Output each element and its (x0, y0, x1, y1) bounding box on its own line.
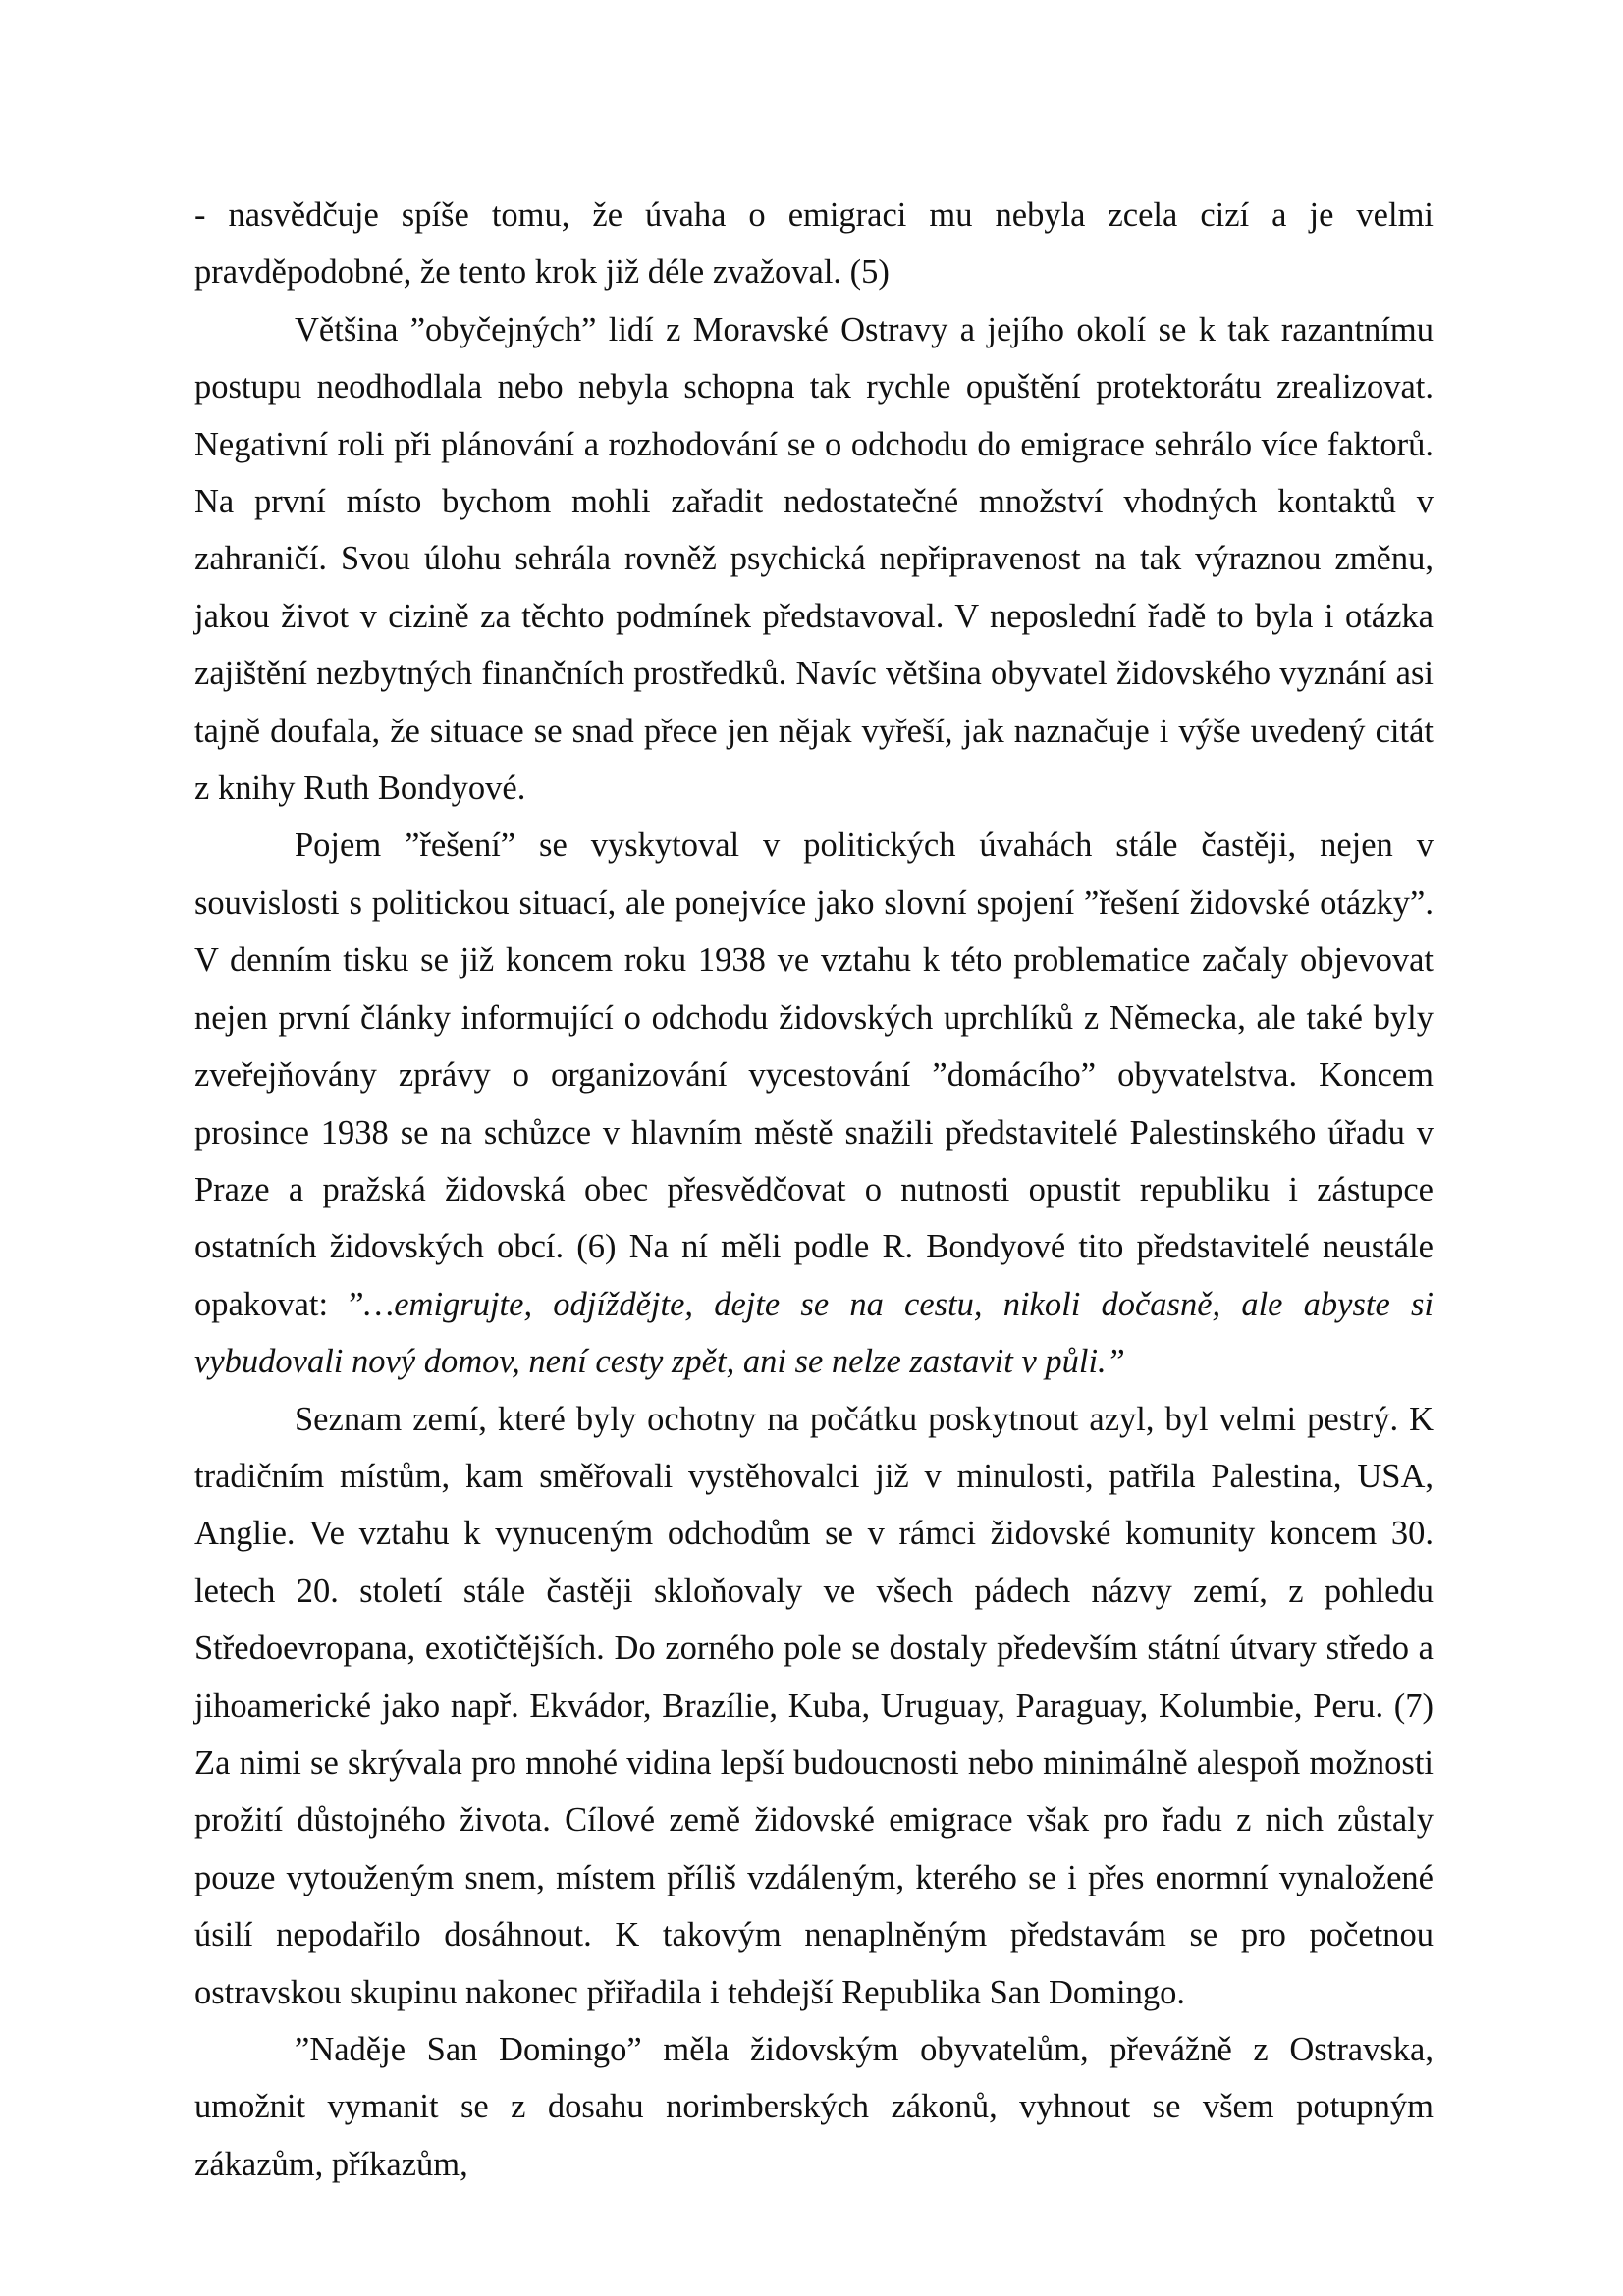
paragraph-text: - nasvědčuje spíše tomu, že úvaha o emigraci mu nebyla zcela cizí a je velmi pravděpodobné, že tento krok již déle zvažoval. (5) (194, 196, 1434, 292)
paragraph-1 (194, 187, 1434, 301)
paragraph-text: ”Naděje San Domingo” měla židovským obyvatelům, převážně z Ostravska, umožnit vymanit se z dosahu norimberských zákonů, vyhnout se všem potupným zákazům, příkazům, (194, 2031, 1434, 2183)
document-page (194, 187, 1434, 2193)
quotation-italic: …emigrujte, odjíždějte, dejte se na cestu, nikoli dočasně, ale abyste si vybudovali nový domov, není cesty zpět, ani se nelze zastavit v půli.” (194, 1285, 1434, 1381)
paragraph-2 (194, 301, 1434, 818)
paragraph-3 (194, 817, 1434, 1390)
paragraph-text: Pojem ”řešení” se vyskytoval v politických úvahách stále častěji, nejen v souvislosti s politickou situací, ale ponejvíce jako slovní spojení ”řešení židovské otázky”. V denním tisku se již koncem roku 1938 ve vztahu k této problematice začaly objevovat nejen první články informující o odchodu židovských uprchlíků z Německa, ale také byly zveřejňovány zprávy o organizování vycestování ”domácího” obyvatelstva. Koncem prosince 1938 se na schůzce v hlavním městě snažili představitelé Palestinského úřadu v Praze a pražská židovská obec přesvědčovat o nutnosti opustit republiku i zástupce ostatních židovských obcí. (6) Na ní měli podle R. Bondyové tito představitelé neustále opakovat: ” (194, 827, 1434, 1323)
paragraph-text: Většina ”obyčejných” lidí z Moravské Ostravy a jejího okolí se k tak razantnímu postupu neodhodlala nebo nebyla schopna tak rychle opuštění protektorátu zrealizovat. Negativní roli při plánování a rozhodování se o odchodu do emigrace sehrálo více faktorů. Na první místo bychom mohli zařadit nedostatečné množství vhodných kontaktů v zahraničí. Svou úlohu sehrála rovněž psychická nepřipravenost na tak výraznou změnu, jakou život v cizině za těchto podmínek představoval. V neposlední řadě to byla i otázka zajištění nezbytných finančních prostředků. Navíc většina obyvatel židovského vyznání asi tajně doufala, že situace se snad přece jen nějak vyřeší, jak naznačuje i výše uvedený citát z knihy Ruth Bondyové. (194, 310, 1434, 808)
paragraph-4 (194, 1391, 1434, 2021)
paragraph-5 (194, 2021, 1434, 2193)
paragraph-text: Seznam zemí, které byly ochotny na počátku poskytnout azyl, byl velmi pestrý. K tradičním místům, kam směřovali vystěhovalci již v minulosti, patřila Palestina, USA, Anglie. Ve vztahu k vynuceným odchodům se v rámci židovské komunity koncem 30. letech 20. století stále častěji skloňovaly ve všech pádech názvy zemí, z pohledu Středoevropana, exotičtějších. Do zorného pole se dostaly především státní útvary středo a jihoamerické jako např. Ekvádor, Brazílie, Kuba, Uruguay, Paraguay, Kolumbie, Peru. (7) Za nimi se skrývala pro mnohé vidina lepší budoucnosti nebo minimálně alespoň možnosti prožití důstojného života. Cílové země židovské emigrace však pro řadu z nich zůstaly pouze vytouženým snem, místem příliš vzdáleným, kterého se i přes enormní vynaložené úsilí nepodařilo dosáhnout. K takovým nenaplněným představám se pro početnou ostravskou skupinu nakonec přiřadila i tehdejší Republika San Domingo. (194, 1400, 1434, 2011)
